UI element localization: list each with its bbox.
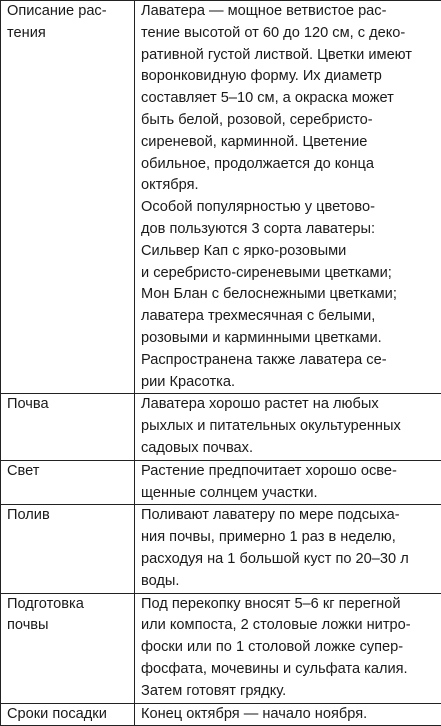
table-body <box>1 1 441 726</box>
row-content-line: рыхлых и питательных окультуренных <box>141 416 439 438</box>
row-content-line: ния почвы, примерно 1 раз в неделю, <box>141 527 439 549</box>
row-label-cell <box>1 505 135 593</box>
table-row-soil-preparation <box>1 593 441 703</box>
row-content-line: дов пользуются 3 сорта лаватеры: <box>141 219 439 241</box>
row-content-cell <box>135 505 441 593</box>
row-content-line: или компоста, 2 столовые ложки нитро- <box>141 615 439 637</box>
row-content-line: ративной густой листвой. Цветки имеют <box>141 45 439 67</box>
row-content-line: Поливают лаватеру по мере подсыха- <box>141 505 439 527</box>
row-content-cell <box>135 593 441 703</box>
row-label-line: Подготовка <box>7 594 130 616</box>
row-content-cell <box>135 703 441 726</box>
row-label-line: Описание рас- <box>7 1 130 23</box>
row-content-line: расходуя на 1 большой куст по 20–30 л <box>141 549 439 571</box>
row-content-line: фосфата, мочевины и сульфата калия. <box>141 659 439 681</box>
row-content-line: составляет 5–10 см, а окраска может <box>141 88 439 110</box>
table-row-planting-time <box>1 703 441 726</box>
row-content-line: Сильвер Кап с ярко-розовыми <box>141 241 439 263</box>
row-label-line: Сроки посадки <box>7 704 130 726</box>
row-content-line: воды. <box>141 571 439 593</box>
row-content-line: быть белой, розовой, серебристо- <box>141 110 439 132</box>
row-content-line: фоски или по 1 столовой ложке супер- <box>141 637 439 659</box>
row-label-line: Свет <box>7 461 130 483</box>
row-content-line: Растение предпочитает хорошо осве- <box>141 461 439 483</box>
row-label-cell <box>1 460 135 505</box>
row-content-line: Лаватера — мощное ветвистое рас- <box>141 1 439 23</box>
row-content-line: Конец октября — начало ноября. <box>141 704 439 726</box>
row-content-line: обильное, продолжается до конца <box>141 154 439 176</box>
row-label-cell <box>1 703 135 726</box>
table-row-soil <box>1 394 441 460</box>
row-content-line: Под перекопку вносят 5–6 кг перегной <box>141 594 439 616</box>
row-content-cell <box>135 394 441 460</box>
row-content-line: щенные солнцем участки. <box>141 483 439 505</box>
row-content-cell <box>135 1 441 394</box>
row-label-line: Полив <box>7 505 130 527</box>
row-content-line: и серебристо-сиреневыми цветками; <box>141 263 439 285</box>
row-content-line: сиреневой, карминной. Цветение <box>141 132 439 154</box>
row-content-line: Мон Блан с белоснежными цветками; <box>141 284 439 306</box>
row-label-cell <box>1 394 135 460</box>
row-content-line: рии Красотка. <box>141 372 439 394</box>
table-row-watering <box>1 505 441 593</box>
row-content-line: Особой популярностью у цветово- <box>141 197 439 219</box>
table-row-description <box>1 1 441 394</box>
row-content-line: Затем готовят грядку. <box>141 681 439 703</box>
table-row-light <box>1 460 441 505</box>
row-content-line: розовыми и карминными цветками. <box>141 328 439 350</box>
row-label-cell <box>1 593 135 703</box>
row-content-cell <box>135 460 441 505</box>
row-content-line: Распространена также лаватера се- <box>141 350 439 372</box>
row-label-line: почвы <box>7 615 130 637</box>
row-label-cell <box>1 1 135 394</box>
row-content-line: октября. <box>141 175 439 197</box>
row-content-line: тение высотой от 60 до 120 см, с деко- <box>141 23 439 45</box>
row-content-line: лаватера трехмесячная с белыми, <box>141 306 439 328</box>
row-label-line: тения <box>7 23 130 45</box>
row-label-line: Почва <box>7 394 130 416</box>
row-content-line: Лаватера хорошо растет на любых <box>141 394 439 416</box>
row-content-line: садовых почвах. <box>141 438 439 460</box>
row-content-line: воронковидную форму. Их диаметр <box>141 66 439 88</box>
